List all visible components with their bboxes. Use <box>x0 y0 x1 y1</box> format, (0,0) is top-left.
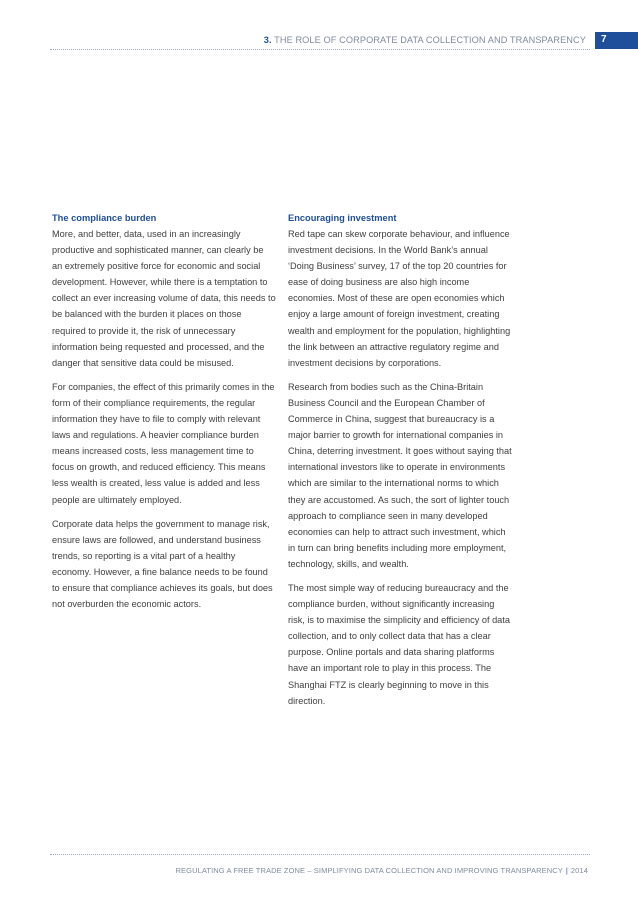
section-heading-encouraging-investment: Encouraging investment <box>288 213 397 223</box>
chapter-number: 3. <box>263 35 272 45</box>
header-rule <box>50 49 590 50</box>
chapter-header <box>264 35 586 45</box>
publication-year: 2014 <box>570 866 588 875</box>
section-heading-compliance-burden: The compliance burden <box>52 213 157 223</box>
publication-title: REGULATING A FREE TRADE ZONE – SIMPLIFYING DATA COLLECTION AND IMPROVING TRANSPARENCY <box>175 866 563 875</box>
footer-rule <box>50 854 590 855</box>
right-column <box>288 210 512 717</box>
footer <box>176 866 588 875</box>
paragraph: Corporate data helps the government to manage risk, ensure laws are followed, and understand business trends, so reporting is a vital part of a healthy economy. However, a fine balance needs to be found to ensure that compliance achieves its goals, but does not overburden the economic actors. <box>52 518 273 610</box>
footer-separator: | <box>565 866 568 875</box>
paragraph: For companies, the effect of this primarily comes in the form of their compliance requirements, the regular information they have to file to comply with relevant laws and regulations. A heavier compliance burden means increased costs, less management time to focus on growth, and reduced efficiency. This means less wealth is created, less value is added and less people are ultimately employed. <box>52 381 275 505</box>
page-number: 7 <box>595 32 638 49</box>
paragraph: The most simple way of reducing bureaucracy and the compliance burden, without significantly increasing risk, is to maximise the simplicity and efficiency of data collection, and to only collect data that has a clear purpose. Online portals and data sharing platforms have an important role to play in this process. The Shanghai FTZ is clearly beginning to move in this direction. <box>288 582 510 706</box>
paragraph: Research from bodies such as the China-Britain Business Council and the European Chamber of Commerce in China, suggest that bureaucracy is a major barrier to growth for international companies in China, deterring investment. It goes without saying that international investors like to operate in environments which are similar to the international norms to which they are accustomed. As such, the sort of lighter touch approach to compliance seen in many developed economies can help to attract such investment, which in turn can bring benefits including more employment, technology, skills, and wealth. <box>288 381 512 569</box>
left-column <box>52 210 276 620</box>
paragraph: More, and better, data, used in an increasingly productive and sophisticated manner, can clearly be an extremely positive force for economic and social development. However, while there is a temptation to collect an ever increasing volume of data, this needs to be balanced with the burden it places on those required to provide it, the risk of unnecessary information being requested and processed, and the danger that sensitive data could be misused. <box>52 229 276 368</box>
paragraph: Red tape can skew corporate behaviour, and influence investment decisions. In the World Bank’s annual ‘Doing Business’ survey, 17 of the top 20 countries for ease of doing business are also high income economies. Most of these are open economies which enjoy a large amount of foreign investment, creating wealth and employment for the population, highlighting the link between an attractive regulatory regime and investment decisions by corporations. <box>288 229 511 368</box>
chapter-title: THE ROLE OF CORPORATE DATA COLLECTION AND TRANSPARENCY <box>274 35 586 45</box>
